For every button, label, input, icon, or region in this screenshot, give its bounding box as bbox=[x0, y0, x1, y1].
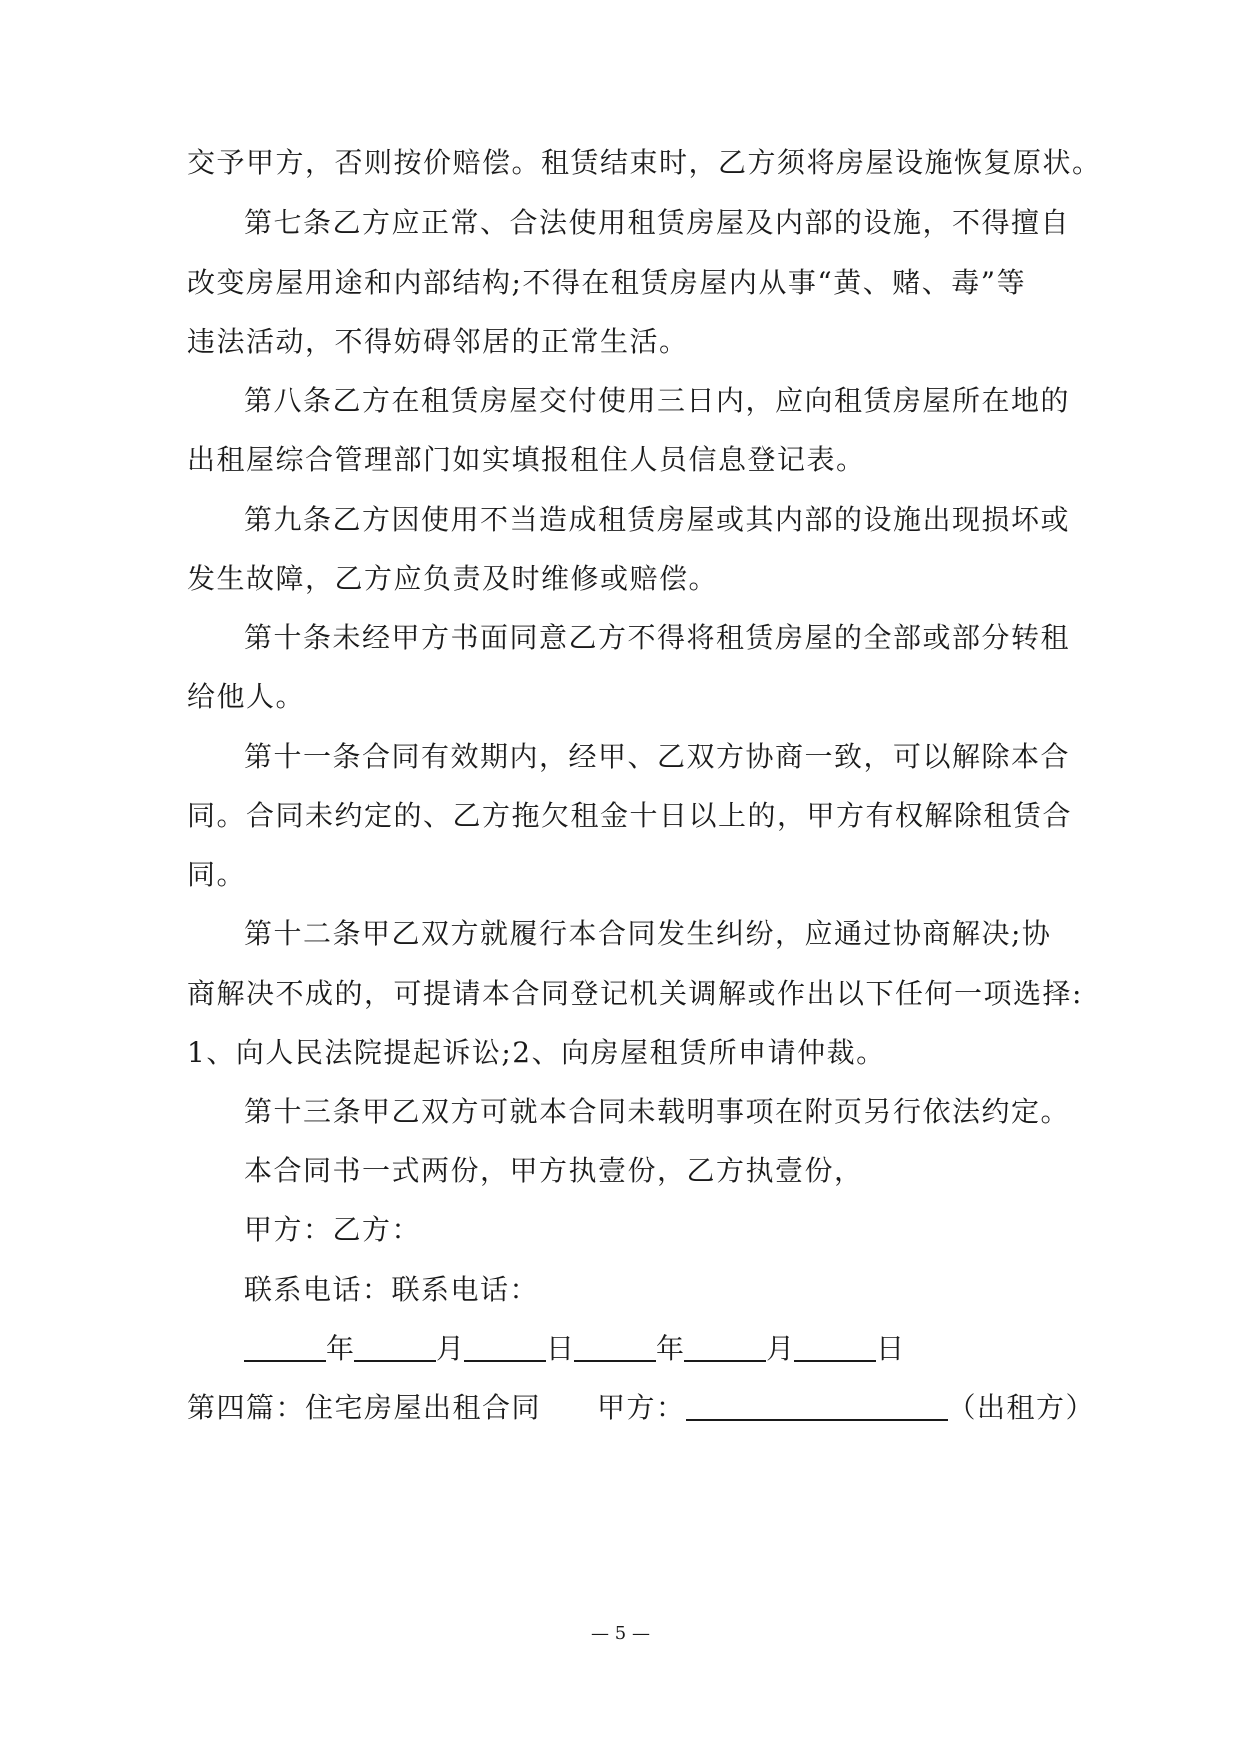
month-2-label: 月 bbox=[766, 1332, 795, 1365]
article-13-line-1: 第十三条甲乙双方可就本合同未载明事项在附页另行依法约定。 bbox=[244, 1095, 1071, 1128]
article-12-line-1: 第十二条甲乙双方就履行本合同发生纠纷，应通过协商解决;协 bbox=[244, 917, 1052, 950]
article-11-line-2: 同。合同未约定的、乙方拖欠租金十日以上的，甲方有权解除租赁合 bbox=[187, 799, 1073, 832]
article-7-line-2: 改变房屋用途和内部结构;不得在租赁房屋内从事“黄、赌、毒”等 bbox=[187, 266, 1027, 299]
article-7-line-3: 违法活动，不得妨碍邻居的正常生活。 bbox=[187, 325, 689, 358]
contact-phone-labels: 联系电话：联系电话： bbox=[244, 1273, 540, 1306]
day-1-blank bbox=[464, 1332, 546, 1362]
next-section-line bbox=[187, 1388, 1096, 1428]
article-10-line-1: 第十条未经甲方书面同意乙方不得将租赁房屋的全部或部分转租 bbox=[244, 621, 1071, 654]
day-2-blank bbox=[794, 1332, 876, 1362]
article-12-line-2: 商解决不成的，可提请本合同登记机关调解或作出以下任何一项选择: bbox=[187, 977, 1083, 1010]
party-a-blank bbox=[686, 1391, 948, 1421]
article-7-line-1: 第七条乙方应正常、合法使用租赁房屋及内部的设施，不得擅自 bbox=[244, 206, 1071, 239]
date-line bbox=[244, 1329, 1124, 1369]
article-8-line-1: 第八条乙方在租赁房屋交付使用三日内，应向租赁房屋所在地的 bbox=[244, 384, 1071, 417]
party-a-role: （出租方） bbox=[947, 1391, 1096, 1424]
year-1-label: 年 bbox=[326, 1332, 355, 1365]
year-2-blank bbox=[574, 1332, 656, 1362]
article-10-line-2: 给他人。 bbox=[187, 680, 306, 713]
article-12-line-3: 1、向人民法院提起诉讼;2、向房屋租赁所申请仲裁。 bbox=[187, 1036, 886, 1069]
month-1-blank bbox=[354, 1332, 436, 1362]
day-2-label: 日 bbox=[876, 1332, 905, 1365]
next-section-title: 第四篇：住宅房屋出租合同 bbox=[187, 1391, 542, 1424]
page-number: — 5 — bbox=[591, 1623, 650, 1644]
month-1-label: 月 bbox=[436, 1332, 465, 1365]
month-2-blank bbox=[684, 1332, 766, 1362]
article-11-line-3: 同。 bbox=[187, 858, 247, 891]
year-2-label: 年 bbox=[656, 1332, 685, 1365]
year-1-blank bbox=[244, 1332, 326, 1362]
article-8-line-2: 出租屋综合管理部门如实填报租住人员信息登记表。 bbox=[187, 443, 866, 476]
copies-clause: 本合同书一式两份，甲方执壹份，乙方执壹份， bbox=[244, 1154, 864, 1187]
article-11-line-1: 第十一条合同有效期内，经甲、乙双方协商一致，可以解除本合 bbox=[244, 740, 1071, 773]
article-9-line-1: 第九条乙方因使用不当造成租赁房屋或其内部的设施出现损坏或 bbox=[244, 503, 1071, 536]
party-signature-labels: 甲方：乙方： bbox=[244, 1213, 422, 1246]
body-line-1: 交予甲方，否则按价赔偿。租赁结束时，乙方须将房屋设施恢复原状。 bbox=[187, 146, 1102, 179]
party-a-label: 甲方： bbox=[597, 1391, 686, 1424]
day-1-label: 日 bbox=[546, 1332, 575, 1365]
article-9-line-2: 发生故障，乙方应负责及时维修或赔偿。 bbox=[187, 562, 719, 595]
